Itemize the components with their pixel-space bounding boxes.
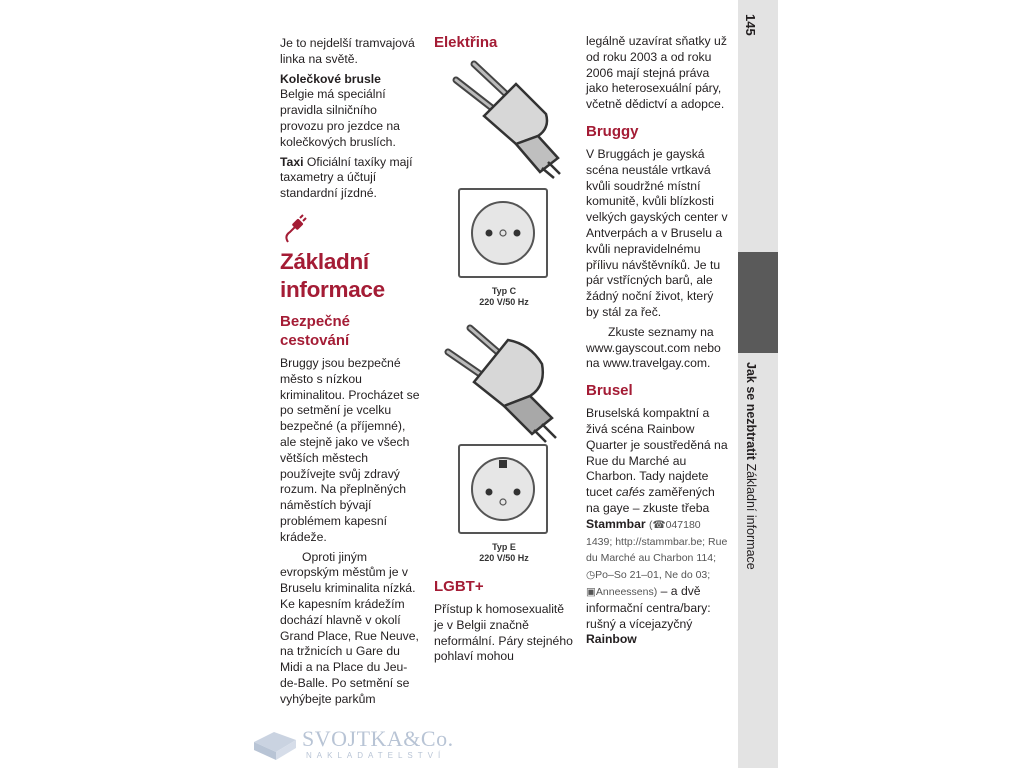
publisher-sub: NAKLADATELSTVÍ [306,751,446,760]
chapter-title-line-2: informace [280,276,385,302]
socket-type-c [458,188,548,278]
chapter-title-line-1: Základní [280,248,369,274]
bruges-paragraph-1: V Bruggách je gayská scéna neustále vrtkavá kvůli soudržné místní komunitě, kvůli blízkosti velkých gayských center v Antverpách a v Bruselu a kvůli nepravidelnému přílivu návštěvníků. Je tu pár vstřícných barů, ale žádný noční život, který by stál za řeč. [586,146,728,319]
taxi-term: Taxi [280,154,304,169]
page-number: 145 [743,14,758,36]
stammbar-web: http://stammbar.be [615,535,703,548]
brussels-text-1: Bruselská kompaktní a živá scéna Rainbow Quarter je soustředěná na Rue du Marché au Charbon. Tady najdete tucet [586,406,728,500]
taxi-paragraph [280,155,420,202]
type-c-caption [434,286,574,308]
brussels-text-2: zaměřených na gaye – zkuste třeba [586,485,715,515]
stammbar-transit: Anneessens [595,585,654,598]
chapter-tab [738,252,778,353]
column-3 [586,36,728,652]
lgbt-text: Přístup k homosexualitě je v Belgii značně neformální. Páry stejného pohlaví mohou [434,602,573,664]
stammbar-name: Stammbar [586,516,646,531]
safety-paragraph-1: Bruggy jsou bezpečné město s nízkou kriminalitou. Procházet se po setmění je vcelku bezpečné (a příjemné), ale stejně jako ve všech větších městech používejte svůj zdravý rozum. Na přeplněných náměstích bývají problémem kapesní krádeže. [280,355,420,544]
type-e-voltage: 220 V/50 Hz [479,553,529,563]
book-logo-icon [250,728,300,764]
brussels-cafes: cafés [615,485,645,500]
bruges-paragraph-2: Zkuste seznamy na www.gayscout.com nebo na www.travelgay.com. [586,324,721,371]
taxi-text: Oficiální taxíky mají taxametry a účtují standardní jízdné. [280,154,413,201]
type-e-caption [434,542,574,564]
phone-icon: ☎ [652,518,666,531]
column-2 [434,34,574,669]
safety-heading: Bezpečné cestování [280,312,351,349]
plug-type-e-icon [434,314,574,444]
brussels-heading: Brusel [586,382,633,400]
lgbt-continued-text: legálně uzavírat sňatky už od roku 2003 a od roku 2006 mají stejná práva jako heterosexuální páry, včetně dědictví a adopce. [586,34,727,112]
plug-icon [282,214,308,244]
metro-icon: ▣ [586,585,596,598]
clock-icon: ◷ [586,569,596,582]
publisher-watermark [250,724,460,766]
socket-type-e [458,444,548,534]
skates-term: Kolečkové brusle [280,71,381,86]
brussels-paragraph [586,406,728,648]
brussels-text-3: – a dvě informační centra/bary: rušný a vícejazyčný [586,583,711,631]
skates-paragraph [280,72,420,151]
running-head-section: Jak se nezbtratit [744,362,758,460]
type-e-label: Typ E [492,542,516,552]
publisher-name: SVOJTKA&Co. [302,726,454,751]
stammbar-details: (☎047180 1439; http://stammbar.be; Rue du Marché au Charbon 114; ◷Po–So 21–01, Ne do 03; ▣Anneessens) [586,518,728,598]
skates-text: Belgie má speciální pravidla silničního provozu pro jezdce na kolečkových bruslích. [280,87,400,149]
plug-type-c-icon [434,58,574,188]
stammbar-address: Rue du Marché au Charbon 114 [586,535,728,565]
type-c-label: Typ C [491,286,517,296]
type-c-voltage: 220 V/50 Hz [479,297,529,307]
running-head [744,362,758,570]
bruges-heading: Bruggy [586,122,639,140]
chapter-title [280,248,420,304]
electricity-heading: Elektřina [434,34,498,51]
tram-intro-text: Je to nejdelší tramvajová linka na světě. [280,36,415,66]
running-head-chapter: Základní informace [744,463,758,570]
column-1 [280,36,420,712]
rainbow-name: Rainbow [586,632,637,647]
lgbt-heading: LGBT+ [434,578,484,595]
book-page [244,0,778,768]
stammbar-phone: 047180 1439 [586,518,701,548]
safety-paragraph-2: Oproti jiným evropským městům je v Bruselu kriminalita nízká. Ke kapesním krádežím dochází hlavně v okolí Grand Place, Rue Neuve, na tržnicích u Gare du Midi a na Place du Jeu-de-Balle. Po setmění se vyhýbejte parkům [280,549,419,706]
stammbar-hours: Po–So 21–01, Ne do 03 [595,569,708,582]
